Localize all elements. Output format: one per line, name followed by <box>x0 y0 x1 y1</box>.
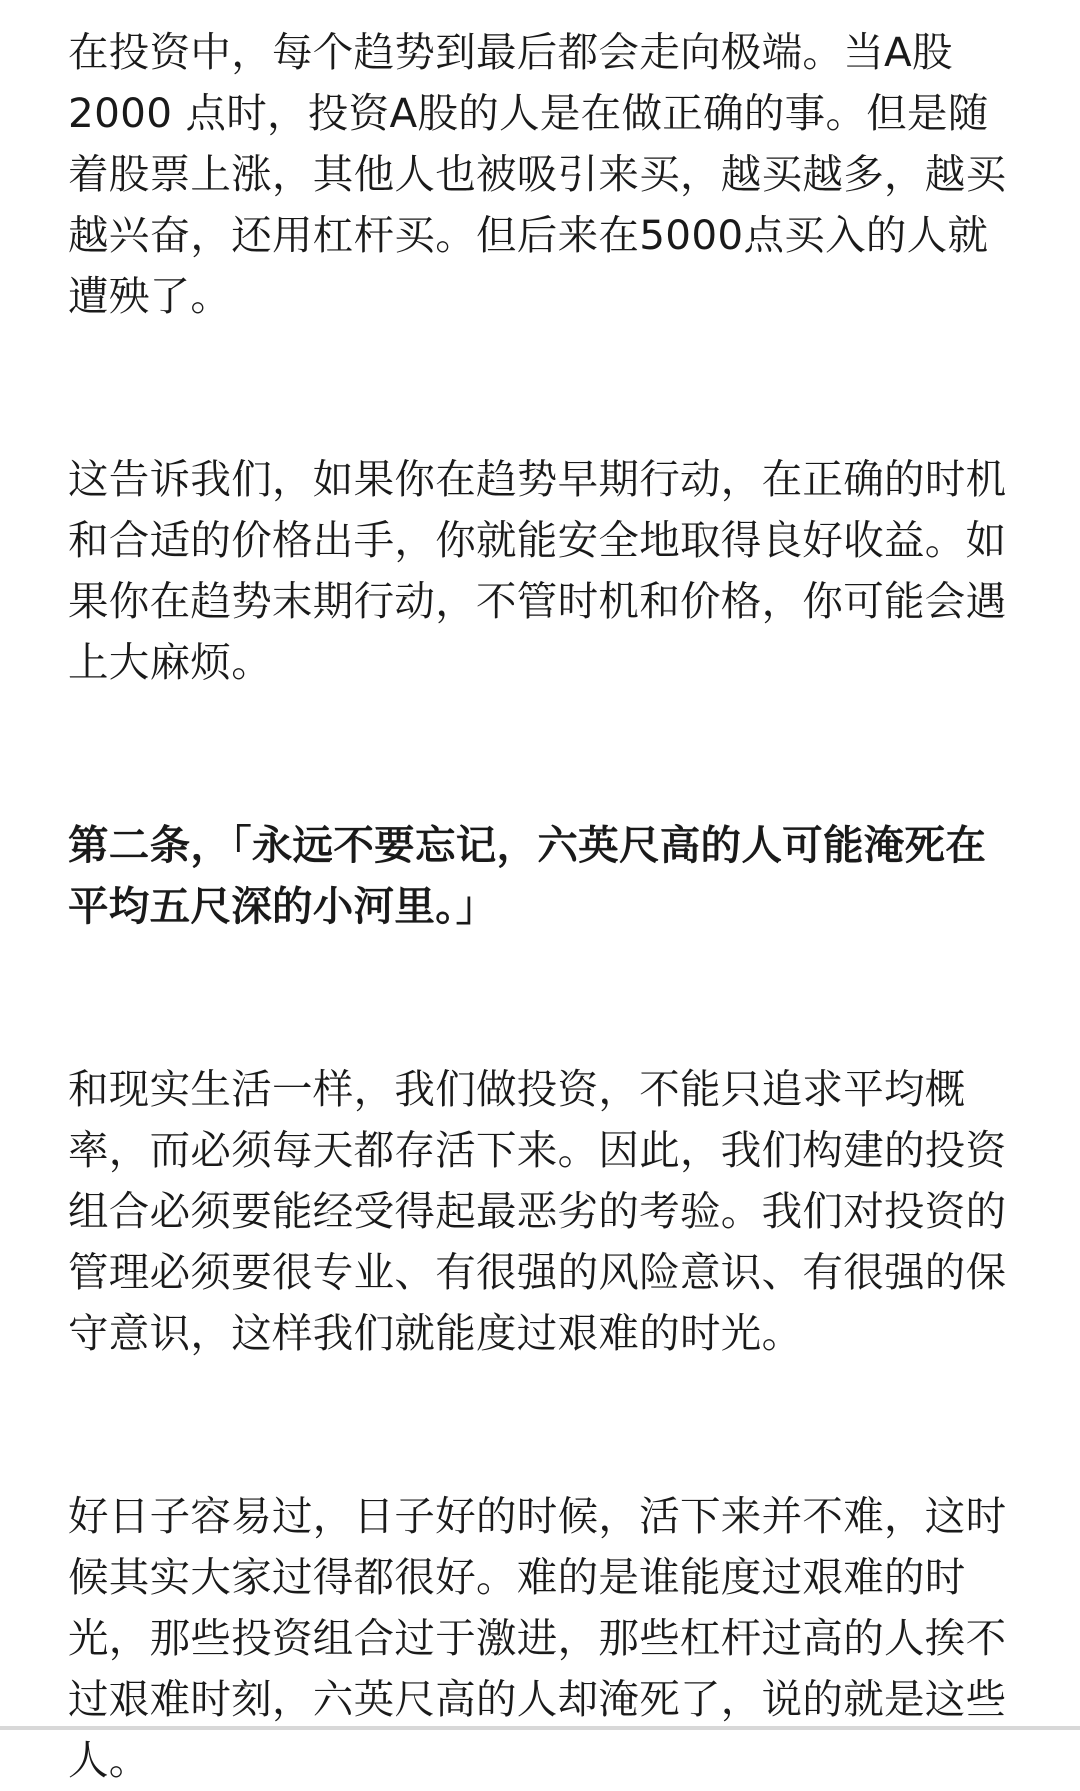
paragraph-spacer <box>68 327 1012 449</box>
article-body <box>68 22 1012 1791</box>
rule-two-heading: 第二条，「永远不要忘记，六英尺高的人可能淹死在平均五尺深的小河里。」 <box>68 821 987 930</box>
paragraph-early-action: 这告诉我们，如果你在趋势早期行动，在正确的时机和合适的价格出手，你就能安全地取得良好收益。如果你在趋势末期行动，不管时机和价格，你可能会遇上大麻烦。 <box>68 455 1007 686</box>
paragraph-survival: 和现实生活一样，我们做投资，不能只追求平均概率，而必须每天都存活下来。因此，我们构建的投资组合必须要能经受得起最恶劣的考验。我们对投资的管理必须要很专业、有很强的风险意识、有很强的保守意识，这样我们就能度过艰难的时光。 <box>68 1065 1007 1357</box>
paragraph-spacer <box>68 1364 1012 1486</box>
paragraph-trend-extremes: 在投资中，每个趋势到最后都会走向极端。当A股2000 点时，投资A股的人是在做正确的事。但是随着股票上涨，其他人也被吸引来买，越买越多，越买越兴奋，还用杠杆买。但后来在5000点买入的人就遭殃了。 <box>68 28 1007 320</box>
paragraph-hard-times: 好日子容易过，日子好的时候，活下来并不难，这时候其实大家过得都很好。难的是谁能度过艰难的时光，那些投资组合过于激进，那些杠杆过高的人挨不过艰难时刻，六英尺高的人却淹死了，说的就是这些人。 <box>68 1492 1007 1784</box>
bottom-divider <box>0 1726 1080 1730</box>
paragraph-spacer <box>68 693 1012 815</box>
paragraph-spacer <box>68 937 1012 1059</box>
